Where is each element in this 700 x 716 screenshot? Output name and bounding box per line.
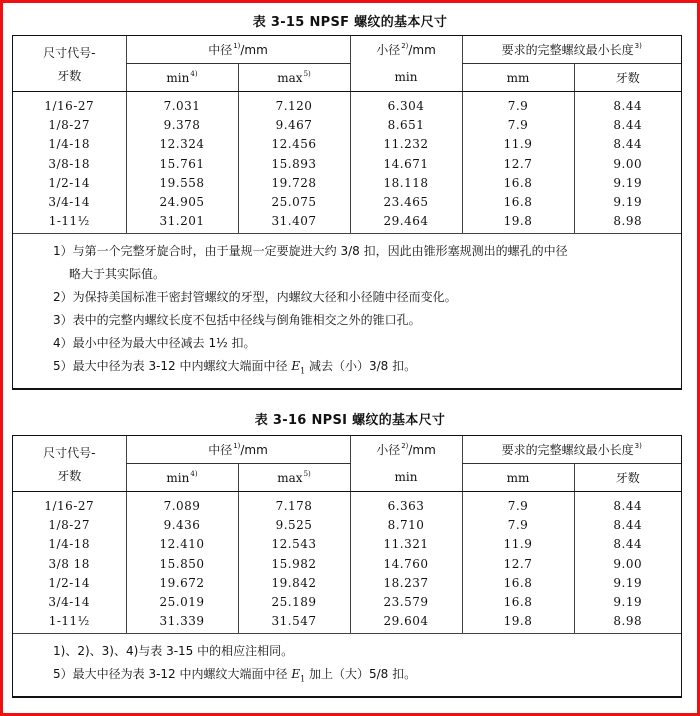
table-cell: 9.19: [574, 573, 681, 592]
table-row: [13, 573, 681, 592]
table-cell: 7.120: [238, 92, 350, 116]
table-cell: 15.893: [238, 154, 350, 173]
table-row: [13, 154, 681, 173]
table-cell: 9.00: [574, 154, 681, 173]
table-cell: 23.465: [350, 192, 462, 211]
table-row: [13, 612, 681, 633]
table-cell: 8.651: [350, 115, 462, 134]
table-cell: 9.378: [126, 115, 238, 134]
table-cell: 25.019: [126, 592, 238, 611]
footnote: 5）最大中径为表 3-12 中内螺纹大端面中径 $E_1$ 减去（小）3/8 扣。: [53, 359, 417, 376]
table-cell: 9.19: [574, 592, 681, 611]
table-cell: 19.728: [238, 173, 350, 192]
header-len-threads: 牙数: [574, 64, 681, 92]
table-cell: 9.19: [574, 173, 681, 192]
table-cell: 29.464: [350, 212, 462, 233]
table-cell: 9.436: [126, 515, 238, 534]
table-cell: 16.8: [462, 592, 574, 611]
table-cell: 19.8: [462, 612, 574, 633]
footnote: 3）表中的完整内螺纹长度不包括中径线与倒角锥相交之外的锥口孔。: [53, 313, 421, 328]
table-row: [13, 515, 681, 534]
table-cell: 1/8-27: [48, 517, 91, 532]
header-size-line1: 尺寸代号-: [43, 45, 96, 60]
table-cell: 9.00: [574, 554, 681, 573]
table-cell: 8.44: [574, 92, 681, 116]
table-cell: 8.98: [574, 212, 681, 233]
footnote: 2）为保持美国标准干密封管螺纹的牙型，内螺纹大径和小径随中径而变化。: [53, 290, 457, 305]
table-cell: 1/4-18: [48, 137, 91, 152]
header-len-mm: mm: [462, 64, 574, 92]
table-cell: 9.19: [574, 192, 681, 211]
table-cell: 29.604: [350, 612, 462, 633]
table-cell: 1/8-27: [48, 117, 91, 132]
table-cell: 11.9: [462, 535, 574, 554]
footnote: 4）最小中径为最大中径减去 1½ 扣。: [53, 336, 256, 351]
table-cell: 8.44: [574, 115, 681, 134]
table-cell: 1/16-27: [44, 98, 95, 113]
table-row: [13, 554, 681, 573]
header-pd-min: $\min^{4)}$: [126, 64, 238, 92]
header-len-threads: 牙数: [574, 464, 681, 492]
table-cell: 11.232: [350, 135, 462, 154]
table-cell: 7.9: [462, 515, 574, 534]
table-cell: 18.118: [350, 173, 462, 192]
table-cell: 15.850: [126, 554, 238, 573]
table-cell: 31.201: [126, 212, 238, 233]
table-cell: 11.9: [462, 135, 574, 154]
header-pd-max: $\max^{5)}$: [238, 64, 350, 92]
table-cell: 12.543: [238, 535, 350, 554]
table-cell: 25.189: [238, 592, 350, 611]
table-cell: 15.982: [238, 554, 350, 573]
table-row: [13, 115, 681, 134]
footnote: 5）最大中径为表 3-12 中内螺纹大端面中径 $E_1$ 加上（大）5/8 扣。: [53, 667, 417, 684]
table-cell: 16.8: [462, 573, 574, 592]
header-size-line1: 尺寸代号-: [43, 445, 96, 460]
table-row: [13, 173, 681, 192]
table-cell: 3/8 18: [48, 556, 90, 571]
table-cell: 31.339: [126, 612, 238, 633]
table-cell: 6.363: [350, 492, 462, 516]
table-3-16: [12, 435, 682, 698]
table-cell: 1-11½: [48, 614, 90, 629]
table-cell: 7.9: [462, 115, 574, 134]
table-cell: 7.031: [126, 92, 238, 116]
header-pd-min: $\min^{4)}$: [126, 464, 238, 492]
table-cell: 15.761: [126, 154, 238, 173]
header-size-threads: [13, 436, 126, 492]
header-size-line2: 牙数: [57, 468, 82, 483]
table-cell: 1-11½: [48, 214, 90, 229]
table-cell: 1/2-14: [48, 175, 91, 190]
table-cell: 19.842: [238, 573, 350, 592]
table-cell: 6.304: [350, 92, 462, 116]
header-pitch-diameter: 中径$^{1)}$/mm: [126, 436, 350, 464]
table-cell: 1/4-18: [48, 537, 91, 552]
table-cell: 24.905: [126, 192, 238, 211]
table-3-16-notes: [13, 633, 681, 696]
header-pitch-diameter: 中径$^{1)}$/mm: [126, 36, 350, 64]
header-minor-diameter: 小径$^{2)}$/mm: [350, 36, 462, 64]
table-cell: 9.467: [238, 115, 350, 134]
table-cell: 8.44: [574, 492, 681, 516]
table-cell: 8.710: [350, 515, 462, 534]
table-cell: 16.8: [462, 173, 574, 192]
table-cell: 19.8: [462, 212, 574, 233]
table-cell: 9.525: [238, 515, 350, 534]
table-cell: 8.98: [574, 612, 681, 633]
table-cell: 1/16-27: [44, 498, 95, 513]
table-3-15-notes: [13, 233, 681, 388]
table-cell: 11.321: [350, 535, 462, 554]
table-cell: 7.9: [462, 492, 574, 516]
header-md-min: min: [350, 64, 462, 92]
table-cell: 12.324: [126, 135, 238, 154]
header-min-thread-length: 要求的完整螺纹最小长度$^{3)}$: [462, 36, 681, 64]
table-cell: 16.8: [462, 192, 574, 211]
table-cell: 12.410: [126, 535, 238, 554]
header-pd-max: $\max^{5)}$: [238, 464, 350, 492]
table-cell: 12.7: [462, 154, 574, 173]
table-cell: 31.407: [238, 212, 350, 233]
table-cell: 8.44: [574, 515, 681, 534]
table-cell: 12.456: [238, 135, 350, 154]
table-row: [13, 535, 681, 554]
table-row: [13, 135, 681, 154]
table-cell: 3/8-18: [48, 156, 91, 171]
footnote: 1)、2)、3)、4)与表 3-15 中的相应注相同。: [53, 644, 294, 659]
table-row: [13, 192, 681, 211]
table-3-15-caption: 表 3-15 NPSF 螺纹的基本尺寸: [252, 15, 448, 30]
table-row: [13, 92, 681, 116]
table-row: [13, 212, 681, 233]
table-cell: 8.44: [574, 135, 681, 154]
table-row: [13, 492, 681, 516]
table-cell: 18.237: [350, 573, 462, 592]
table-cell: 8.44: [574, 535, 681, 554]
header-minor-diameter: 小径$^{2)}$/mm: [350, 436, 462, 464]
table-cell: 19.558: [126, 173, 238, 192]
table-cell: 19.672: [126, 573, 238, 592]
header-md-min: min: [350, 464, 462, 492]
table-cell: 12.7: [462, 554, 574, 573]
header-len-mm: mm: [462, 464, 574, 492]
footnote: 1）与第一个完整牙旋合时，由于量规一定要旋进大约 3/8 扣，因此由锥形塞规测出的螺孔的中径 略大于其实际值。: [53, 244, 568, 282]
table-cell: 3/4-14: [48, 595, 91, 610]
table-cell: 7.178: [238, 492, 350, 516]
header-min-thread-length: 要求的完整螺纹最小长度$^{3)}$: [462, 436, 681, 464]
table-cell: 3/4-14: [48, 195, 91, 210]
header-size-line2: 牙数: [57, 68, 82, 83]
table-cell: 7.089: [126, 492, 238, 516]
table-cell: 1/2-14: [48, 575, 91, 590]
table-cell: 31.547: [238, 612, 350, 633]
table-3-16-caption: 表 3-16 NPSI 螺纹的基本尺寸: [254, 413, 446, 428]
table-cell: 7.9: [462, 92, 574, 116]
table-3-15: [12, 35, 682, 390]
table-cell: 23.579: [350, 592, 462, 611]
table-cell: 14.760: [350, 554, 462, 573]
table-cell: 14.671: [350, 154, 462, 173]
table-cell: 25.075: [238, 192, 350, 211]
table-row: [13, 592, 681, 611]
header-size-threads: [13, 36, 126, 92]
